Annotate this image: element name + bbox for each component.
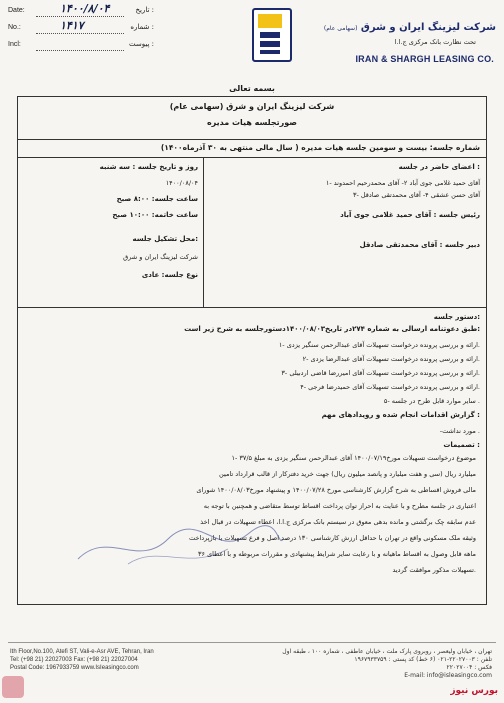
decision-line: مالی فروش اقساطی به شرح گزارش کارشناسی مورخ ۱۴۰۰/۰۷/۲۸ و پیشنهاد مورخ۱۴۰۰/۰۸/۰۳ شورای (196, 486, 476, 494)
decisions-label: تصمیمات : (443, 441, 480, 449)
session-row (18, 139, 486, 158)
attendee-line: ۳- آقای حسن عشقی ۴- آقای محمدتقی صادقل (352, 191, 480, 199)
number-label-fa: شماره : (130, 23, 154, 31)
agenda-item: ۵- سایر موارد قابل طرح در جلسه . (383, 397, 480, 405)
incl-line (36, 50, 124, 51)
date-value: ۱۴۰۰/۸/۰۴ (60, 2, 110, 15)
decision-line: میلیارد ریال (سی و هفت میلیارد و پانصد میلیون ریال) جهت خرید دفترکار از قالب قرارداد تامین (219, 470, 476, 478)
date-label-fa: تاریخ : (135, 6, 154, 14)
footer-english (10, 648, 154, 672)
secretary-line: دبیر جلسه : آقای محمدتقی صادقل (359, 241, 480, 249)
company-type: (سهامی عام) (323, 25, 358, 32)
footer-divider (8, 642, 496, 643)
session-info-column (18, 157, 204, 307)
decision-line: ۳۶ ماهه قابل وصول به اقساط ماهیانه و با رعایت سایر شرایط پیشنهادی و مقررات مربوطه و با اعطای (198, 550, 476, 558)
session-type: نوع جلسه: عادی (141, 271, 198, 279)
signature-scribble (68, 509, 288, 579)
decision-line: تسهیلات مذکور موافقت گردید. (392, 566, 476, 574)
agenda-intro: طبق دعوتنامه ارسالی به شماره ۲۷۴در تاریخ۱۴۰۰/۰۸/۰۳دستورجلسه به شرح زیر است: (184, 325, 480, 333)
date-line (36, 16, 124, 17)
decision-line: ۱- موضوع درخواست تسهیلات مورخ۱۴۰۰/۰۷/۱۹ آقای عبدالرحمن سنگیر یزدی به مبلغ ۳۷/۵ (231, 454, 476, 462)
day-date-label: روز و تاریخ جلسه : سه شنبه (99, 163, 198, 171)
bismillah: بسمه تعالی (229, 84, 275, 93)
company-logo (248, 8, 292, 62)
place-value: شرکت لیزینگ ایران و شرق (123, 253, 198, 261)
agenda-item: ۴- ارائه و بررسی پرونده درخواست تسهیلات آقای حمیدرضا فرجی. (300, 383, 480, 391)
agenda-item: ۱- ارائه و بررسی پرونده درخواست تسهیلات آقای عبدالرحمن سنگیر یزدی. (278, 341, 480, 349)
number-value: ۱۴۱۷ (60, 19, 84, 32)
footer-postal-en: Postal Code: 1967933759 www.IsIeasingco.com (10, 665, 139, 672)
end-time: ساعت خاتمه: ۱۰:۰۰ صبح (112, 211, 198, 219)
company-name-en: IRAN & SHARGH LEASING CO. (355, 54, 494, 64)
report-label: گزارش اقدامات انجام شده و رویدادهای مهم : (321, 411, 480, 419)
number-field (4, 21, 154, 38)
attendee-line: ۱- آقای حمید غلامی جوی آباد ۲- آقای محمدرحیم احمدوند (325, 179, 480, 187)
agenda-item: ۲- ارائه و بررسی پرونده درخواست تسهیلات آقای عبدالرضا یزدی. (302, 355, 480, 363)
agenda-item: ۳- ارائه و بررسی پرونده درخواست تسهیلات آقای امیررضا قاضی اردبیلی. (281, 369, 480, 377)
logo-bar (260, 50, 280, 54)
section-divider (18, 307, 486, 308)
day-date-value: ۱۴۰۰/۰۸/۰۴ (165, 179, 198, 187)
watermark-mark (2, 676, 24, 698)
footer-tel-en: Tel: (+98 21) 22027003 Fax: (+98 21) 22027004 (10, 657, 138, 664)
decision-line: وثیقه ملک مسکونی واقع در تهران با حداقل ارزش کارشناسی ۱۳۰ درصد اصل و فرع تسهیلات با بازپرداخت (189, 534, 476, 542)
company-supervision: تحت نظارت بانک مرکزی ج.ا.ا (394, 38, 476, 46)
session-title: شماره جلسه: بیست و سومین جلسه هیات مدیره ( سال مالی منتهی به ۳۰ آذرماه۱۴۰۰) (160, 143, 480, 152)
decision-line: عدم سابقه چک برگشتی و مانده بدهی معوق در سیستم بانک مرکزی ج.ا.ا، اعطاء تسهیلات در قبال اخذ (200, 518, 476, 526)
date-label-en: Date: (8, 7, 25, 14)
start-time: ساعت جلسه: ۸:۰۰ صبح (116, 195, 198, 203)
decision-line: اعتباری در جلسه مطرح و با عنایت به احراز توان پرداخت اقساط توسط متقاضی و همچنین با توجه به (203, 502, 476, 510)
place-label: محل تشکیل جلسه: (132, 235, 198, 243)
header-fields (4, 4, 154, 55)
logo-bar (260, 32, 280, 38)
company-name-text: شرکت لیزینگ ایران و شرق (360, 22, 496, 33)
doc-title-company: شرکت لیزینگ ایران و شرق (سهامی عام) (169, 102, 335, 111)
agenda-label: دستور جلسه: (433, 313, 480, 321)
number-label-en: No.: (8, 24, 21, 31)
doc-title-minutes: صورتجلسه هیات مدیره (206, 118, 298, 127)
company-name-fa (296, 22, 496, 33)
footer-address-fa: تهران ، خیابان ولیعصر ، روبروی پارک ملت ، خیابان عاطفی ، شماره ۱۰۰ ، طبقه اول (282, 648, 492, 655)
report-value: -مورد نداشت . (439, 427, 480, 435)
attendees-column (203, 157, 486, 307)
incl-field (4, 38, 154, 55)
logo-bar (260, 41, 280, 47)
footer-tel-fa: تلفن : ۲۲۰۲۷۰۰۳-۰۲۱ (۶ خط) کد پستی : ۱۹۶۷۹۳۳۷۵۹ (354, 656, 492, 664)
footer-fax-fa: فکس : ۲۲۰۲۷۰۰۴ (446, 664, 492, 672)
footer-address-en: Ith Floor,No.100, Atefi ST, Vali-e-Asr AVE, Tehran, Iran (10, 649, 154, 655)
logo-yellow-block (258, 14, 282, 28)
incl-label-fa: پیوست : (128, 40, 154, 48)
watermark-text: بورس نیوز (450, 686, 498, 696)
minutes-box (17, 96, 487, 605)
chair-line: رئیس جلسه : آقای حمید غلامی جوی آباد (340, 211, 480, 219)
incl-label-en: Incl: (8, 41, 21, 48)
number-line (36, 33, 124, 34)
footer-persian (262, 648, 492, 680)
attendees-label: اعضای حاضر در جلسه : (398, 163, 480, 171)
footer-email: E-mail: info@isleasingco.com (404, 672, 492, 680)
title-block (18, 97, 486, 140)
